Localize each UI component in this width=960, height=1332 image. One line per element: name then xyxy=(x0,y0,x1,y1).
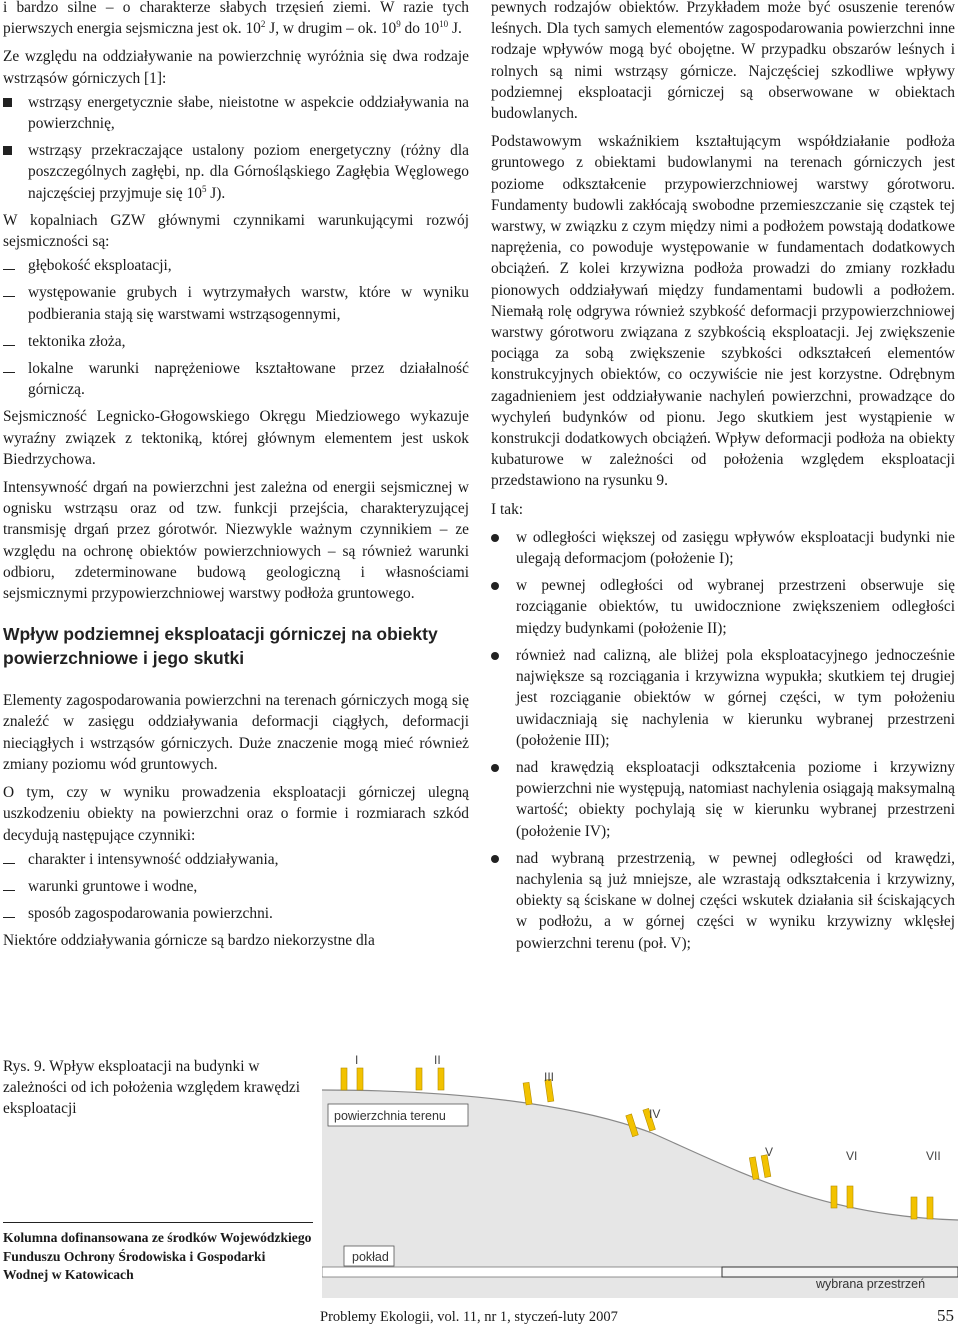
paragraph: W kopalniach GZW głównymi czynnikami warunkującymi rozwój sejsmiczności są: xyxy=(3,211,469,251)
funding-note: Kolumna dofinansowana ze środków Wojewódzkiego Funduszu Ochrony Środowiska i Gospodarki Wodnej w Katowicach xyxy=(3,1222,313,1285)
list-item: głębokość eksploatacji, xyxy=(3,255,469,276)
building xyxy=(438,1068,444,1090)
paragraph: Intensywność drgań na powierzchni jest zależna od energii sejsmicznej w ognisku wstrząsu oraz od tzw. funkcji przejścia, charakteryzującej transmisję drgań przez górotwór. Niezwykle ważnym czynnikiem – ze względu na ochronę obiektów powierzchniowych – są również warunki odbioru, zdeterminowane budową geologiczną i własnościami sejsmicznymi przypowierzchniowej warstwy podłoża gruntowego. xyxy=(3,479,469,603)
dash-bullet-icon xyxy=(3,917,15,918)
list-item: sposób zagospodarowania powierzchni. xyxy=(3,903,469,924)
right-column xyxy=(491,0,955,960)
building xyxy=(523,1082,532,1105)
figure-9-diagram xyxy=(322,1048,958,1298)
section-heading: Wpływ podziemnej eksploatacji górniczej na obiekty powierzchniowe i jego skutki xyxy=(3,624,438,669)
list-item: tektonika złoża, xyxy=(3,331,469,352)
position-label-VII: VII xyxy=(926,1149,941,1163)
position-label-V: V xyxy=(765,1145,774,1159)
position-label-II: II xyxy=(434,1053,441,1067)
paragraph: O tym, czy w wyniku prowadzenia eksploatacji górniczej ulegną uszkodzeniu obiekty na powierzchni oraz o formie i rozmiarach szkód decydują następujące czynniki: xyxy=(3,784,469,844)
square-bullet-icon xyxy=(3,98,12,107)
seam-label: pokład xyxy=(352,1250,389,1264)
list-item: wstrząsy energetycznie słabe, nieistotne w aspekcie oddziaływania na powierzchnię, xyxy=(3,92,469,134)
building xyxy=(847,1186,853,1208)
list-item: nad krawędzią eksploatacji odkształcenia poziome i krzywizny powierzchni nie występują, natomiast nachylenia osiągają maksymalną wartość; obiekty pochylają się w kierunku wybranej przestrzeni (położenie IV); xyxy=(491,757,955,842)
building xyxy=(357,1068,363,1090)
square-bullet-icon xyxy=(3,146,12,155)
paragraph: Niektóre oddziaływania górnicze są bardzo niekorzystne dla xyxy=(3,932,375,950)
list-item: lokalne warunki naprężeniowe kształtowane przez działalność górniczą. xyxy=(3,358,469,400)
paragraph: i bardzo silne – o charakterze słabych trzęsień ziemi. W razie tych pierwszych energia sejsmiczna jest ok. $10^2$ J, w drugim – ok. $10^9$ do $10^{10}$ J. xyxy=(3,0,469,38)
list-item: nad wybraną przestrzenią, w pewnej odległości od krawędzi, nachylenia są już mniejsze, ale wzrastają odkształcenia i krzywizny, obiekty są ściskane w dolnej części wskutek działania sił ściskających w podłożu, a w górnej części w wyniku krzywizny wklęsłej powierzchni terenu (poł. V); xyxy=(491,848,955,954)
dash-bullet-icon xyxy=(3,269,15,270)
list-item: występowanie grubych i wytrzymałych warstw, które w wyniku podbierania stają się warstwami wstrząsogennymi, xyxy=(3,282,469,324)
journal-reference: Problemy Ekologii, vol. 11, nr 1, styczeń-luty 2007 xyxy=(320,1309,618,1325)
figure-caption: Rys. 9. Wpływ eksploatacji na budynki w zależności od ich położenia względem krawędzi eksploatacji xyxy=(3,1058,300,1117)
mined-space xyxy=(722,1267,958,1277)
building xyxy=(831,1186,837,1208)
list-item: wstrząsy przekraczające ustalony poziom energetyczny (różny dla poszczególnych zagłębi, np. dla Górnośląskiego Zagłębia Węglowego najczęściej przyjmuje się $10^5$ J). xyxy=(3,140,469,204)
paragraph: Ze względu na oddziaływanie na powierzchnię wyróżnia się dwa rodzaje wstrząsów górniczych [1]: xyxy=(3,48,469,87)
building-pair-2 xyxy=(416,1068,444,1090)
dash-bullet-icon xyxy=(3,863,15,864)
building-pair-1 xyxy=(341,1068,363,1090)
left-column xyxy=(3,0,469,959)
building xyxy=(911,1197,917,1219)
list-item: w pewnej odległości od wybranej przestrzeni obserwuje się rozciąganie obiektów, tu uwidocznione zwiększeniem odległości między budynkami (położenie II); xyxy=(491,575,955,639)
building xyxy=(416,1068,422,1090)
dash-bullet-icon xyxy=(3,890,15,891)
paragraph: pewnych rodzajów obiektów. Przykładem może być osuszenie terenów leśnych. Dla tych samych elementów zagospodarowania powierzchni inne rodzaje wpływów mogą być obojętne. W przypadku obszarów leśnych i rolnych są nimi wstrząsy górnicze. Najczęściej szkodliwe wpływy podziemnej eksploatacji górniczej są obserwowane w obiektach budowlanych. xyxy=(491,0,955,123)
list-item: warunki gruntowe i wodne, xyxy=(3,876,469,897)
position-label-III: III xyxy=(544,1070,555,1084)
list-item: również nad calizną, ale bliżej pola eksploatacyjnego jednocześnie największe są rozciągania i krzywizna wypukła; skutkiem tej drugiej jest rozciąganie obiektów w górnej części, w tym położeniu uwidaczniają się nachylenia w kierunku wybranej przestrzeni (położenie III); xyxy=(491,645,955,751)
page-footer xyxy=(320,1306,960,1332)
paragraph: Sejsmiczność Legnicko-Głogowskiego Okręgu Miedziowego wykazuje wyraźny związek z tektoniką, której głównym elementem jest uskok Biedrzychowa. xyxy=(3,408,469,468)
dot-bullet-icon xyxy=(491,652,499,660)
list-item: charakter i intensywność oddziaływania, xyxy=(3,849,469,870)
building-pair-6 xyxy=(831,1186,853,1208)
page-number: 55 xyxy=(937,1306,954,1325)
list-item: w odległości większej od zasięgu wpływów eksploatacji budynki nie ulegają deformacjom (położenie I); xyxy=(491,527,955,569)
building-pair-7 xyxy=(911,1197,933,1219)
position-label-I: I xyxy=(355,1053,359,1067)
surface-label: powierzchnia terenu xyxy=(334,1109,446,1123)
position-label-IV: IV xyxy=(649,1107,661,1121)
dot-bullet-icon xyxy=(491,582,499,590)
paragraph: Elementy zagospodarowania powierzchni na terenach górniczych mogą się znaleźć w zasięgu oddziaływania deformacji ciągłych, deformacji nieciągłych i wstrząsów górniczych. Duże znaczenie mogą mieć również zmiany poziomu wód gruntowych. xyxy=(3,692,469,773)
paragraph: Podstawowym wskaźnikiem kształtującym współdziałanie podłoża gruntowego z obiektami budowlanymi na terenach górniczych jest poziome odkształcenie przypowierzchniowej warstwy górotworu. Fundamenty budowli zakłócają swobodne przemieszczanie się cząstek tej warstwy, w związku z czym między nimi a podłożem powstają dodatkowe naprężenia, co powoduje występowanie w fundamentach dodatkowych obciążeń. Z kolei krzywizna podłoża prowadzi do zmiany rozkładu pionowych oddziaływań między fundamentami budowli a podłożem. Niemałą rolę odgrywa również szybkość deformacji przypowierzchniowej warstwy górotworu związana z szybkością eksploatacji. Jej zwiększenie pociąga za sobą zwiększenie szybkości odkształceń elementów konstrukcyjnych obiektów, co oczywiście nie jest korzystne. Odrębnym zagadnieniem jest oddziaływanie nachyleń powierzchni, prowadzące do wychyleń budynków od pionu. Jego skutkiem jest wystąpienie w konstrukcji dodatkowych obciążeń. Wpływ deformacji podłoża na obiekty kubaturowe w zależności od położenia względem eksploatacji przedstawiono na rysunku 9. xyxy=(491,133,955,490)
paragraph: I tak: xyxy=(491,500,524,518)
building xyxy=(341,1068,347,1090)
dash-bullet-icon xyxy=(3,296,15,297)
dash-bullet-icon xyxy=(3,372,15,373)
position-label-VI: VI xyxy=(846,1149,858,1163)
dot-bullet-icon xyxy=(491,534,499,542)
building xyxy=(927,1197,933,1219)
dot-bullet-icon xyxy=(491,764,499,772)
dash-bullet-icon xyxy=(3,345,15,346)
mined-space-label: wybrana przestrzeń xyxy=(816,1277,926,1291)
dot-bullet-icon xyxy=(491,855,499,863)
